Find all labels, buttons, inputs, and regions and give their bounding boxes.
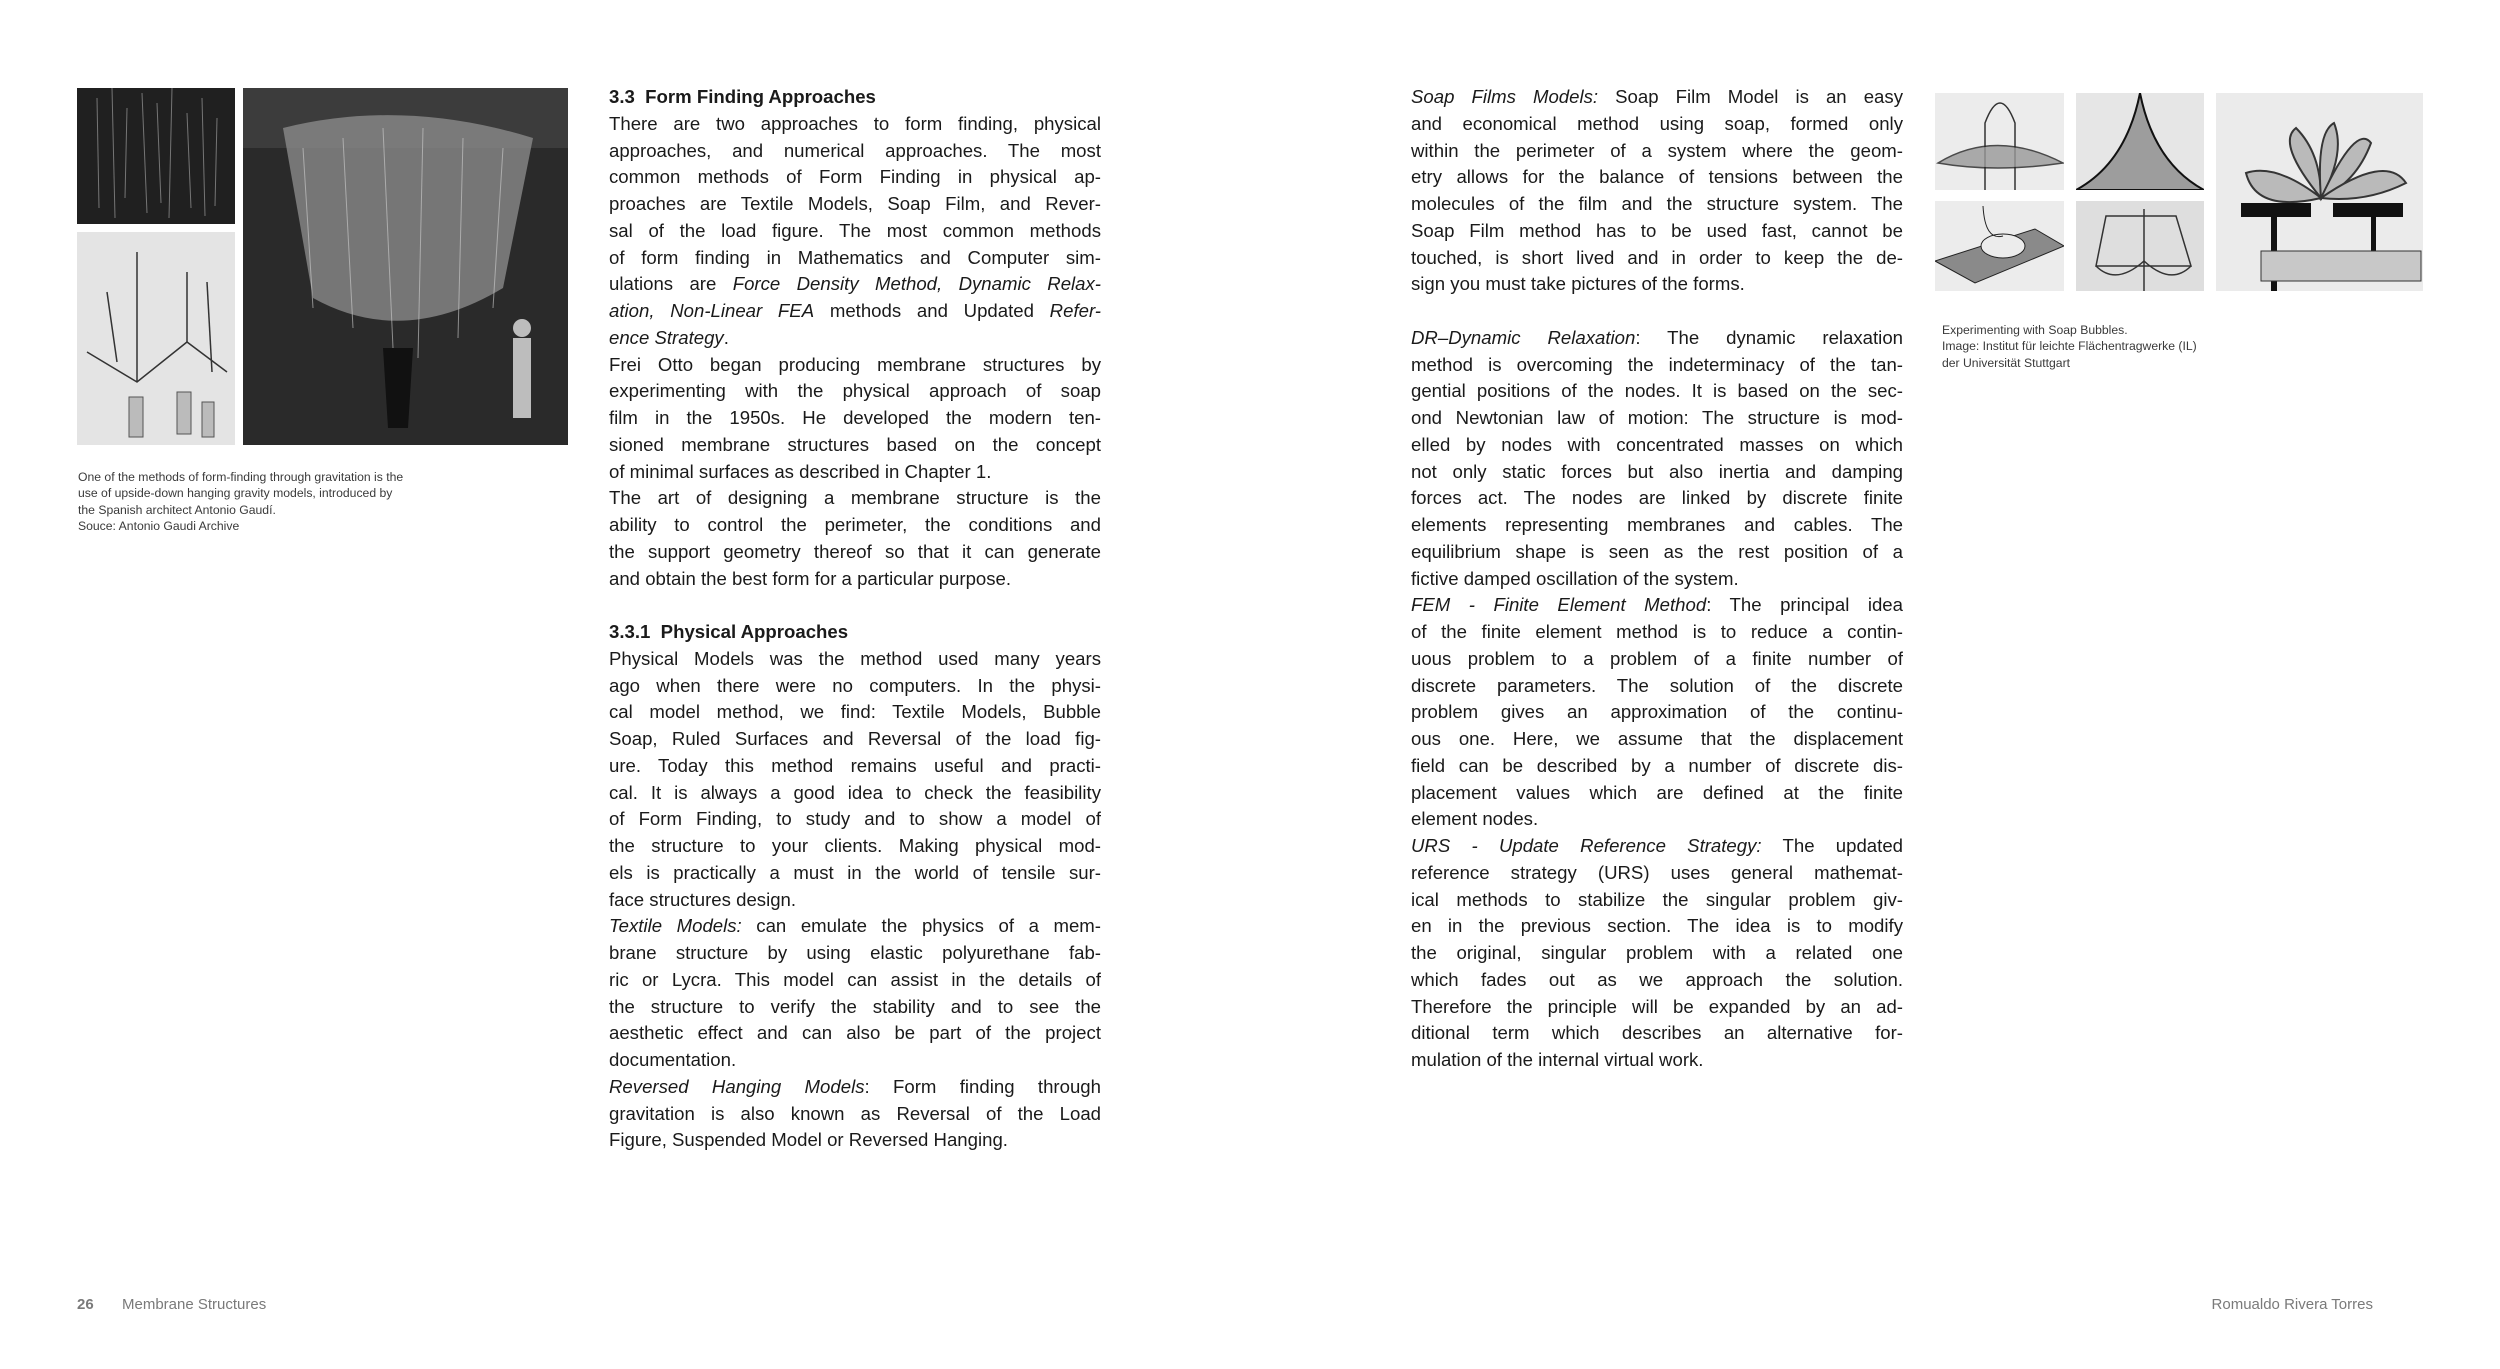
text-run: sign you must take pictures of the forms. bbox=[1411, 273, 1745, 295]
photo-soap-bubble-fan bbox=[2216, 93, 2423, 291]
text-run: the support geometry thereof so that it can generate bbox=[609, 540, 1101, 562]
text-line bbox=[609, 405, 1101, 432]
text-line bbox=[1411, 940, 1903, 967]
text-run: : The dynamic relaxation bbox=[1635, 326, 1903, 348]
text-line bbox=[1411, 352, 1903, 379]
text-line bbox=[1411, 753, 1903, 780]
photo-string-model bbox=[77, 232, 235, 445]
photo-soap-bubble-saddle bbox=[1935, 93, 2064, 190]
text-run: mulation of the internal virtual work. bbox=[1411, 1049, 1704, 1070]
text-run: sioned membrane structures based on the concept bbox=[609, 433, 1101, 455]
italic-term: ence Strategy bbox=[609, 326, 724, 348]
text-run: method is overcoming the indeterminacy of the tan- bbox=[1411, 353, 1903, 375]
paragraph bbox=[1411, 833, 1903, 1074]
text-line bbox=[609, 1101, 1101, 1128]
text-line bbox=[609, 860, 1101, 887]
text-line bbox=[609, 1047, 1101, 1074]
left-figure-caption bbox=[78, 469, 403, 535]
text-line bbox=[609, 432, 1101, 459]
text-line bbox=[609, 138, 1101, 165]
text-run: ric or Lycra. This model can assist in the details of bbox=[609, 968, 1101, 990]
photo-soap-bubble-plate bbox=[1935, 201, 2064, 291]
text-line bbox=[1411, 271, 1903, 298]
text-run: can emulate the physics of a mem- bbox=[741, 915, 1101, 937]
text-run: elled by nodes with concentrated masses on which bbox=[1411, 433, 1903, 455]
text-line bbox=[609, 459, 1101, 486]
text-run: of minimal surfaces as described in Chapter 1. bbox=[609, 460, 992, 482]
paragraph-spacer bbox=[1411, 298, 1903, 325]
text-run: ond Newtonian law of motion: The structure is mod- bbox=[1411, 407, 1903, 428]
section-heading: 3.3.1 Physical Approaches bbox=[609, 621, 849, 642]
text-line bbox=[609, 245, 1101, 272]
text-run: the structure to verify the stability and to see the bbox=[609, 995, 1101, 1017]
text-run: of Form Finding, to study and to show a model of bbox=[609, 808, 1101, 830]
text-run: etry allows for the balance of tensions between the bbox=[1411, 166, 1903, 188]
running-author: Romualdo Rivera Torres bbox=[2211, 1296, 2373, 1313]
text-line bbox=[609, 1020, 1101, 1047]
text-line bbox=[1411, 164, 1903, 191]
text-run: problem gives an approximation of the continu- bbox=[1411, 701, 1903, 723]
text-line bbox=[609, 1074, 1101, 1101]
text-run: Soap Film method has to be used fast, cannot be bbox=[1411, 219, 1903, 241]
text-line bbox=[609, 512, 1101, 539]
text-run: : The principal idea bbox=[1706, 594, 1903, 616]
italic-term: Reversed Hanging Models bbox=[609, 1075, 865, 1097]
text-line bbox=[609, 485, 1101, 512]
text-line bbox=[609, 887, 1101, 914]
text-line bbox=[609, 378, 1101, 405]
text-run: touched, is short lived and in order to keep the de- bbox=[1411, 246, 1903, 268]
text-run: . bbox=[723, 326, 729, 348]
text-run: cal model method, we find: Textile Models, Bubble bbox=[609, 701, 1101, 723]
caption-line: use of upside-down hanging gravity models, introduced by bbox=[78, 486, 393, 501]
text-line bbox=[1411, 1020, 1903, 1047]
text-line bbox=[1411, 325, 1903, 352]
text-run: equilibrium shape is seen as the rest position of a bbox=[1411, 540, 1903, 562]
text-run: uous problem to a problem of a finite number of bbox=[1411, 647, 1903, 669]
text-line bbox=[609, 164, 1101, 191]
caption-line: One of the methods of form-finding through gravitation is the bbox=[78, 470, 404, 484]
text-run: ago when there were no computers. In the physi- bbox=[609, 674, 1101, 696]
text-run: element nodes. bbox=[1411, 808, 1539, 830]
text-run: ure. Today this method remains useful and practi- bbox=[609, 754, 1101, 776]
text-line bbox=[609, 780, 1101, 807]
italic-term: Refer- bbox=[1049, 300, 1101, 321]
text-line bbox=[1411, 218, 1903, 245]
running-title: Membrane Structures bbox=[122, 1296, 267, 1313]
text-run: film in the 1950s. He developed the modern ten- bbox=[609, 407, 1101, 428]
paragraph-spacer bbox=[609, 592, 1101, 619]
text-line bbox=[609, 298, 1101, 325]
italic-term: Soap Films Models: bbox=[1411, 86, 1599, 107]
text-run: and obtain the best form for a particular purpose. bbox=[609, 567, 1012, 589]
text-run: within the perimeter of a system where the geom- bbox=[1411, 139, 1903, 161]
text-line bbox=[1411, 994, 1903, 1021]
paragraph bbox=[609, 913, 1101, 1074]
text-line bbox=[1411, 566, 1903, 593]
italic-term: URS - Update Reference Strategy: bbox=[1411, 835, 1762, 856]
text-run: en in the previous section. The idea is to modify bbox=[1411, 915, 1903, 937]
italic-term: DR–Dynamic Relaxation bbox=[1411, 326, 1636, 348]
text-line bbox=[1411, 967, 1903, 994]
right-figure-caption bbox=[1942, 322, 2197, 371]
text-run: molecules of the film and the structure system. The bbox=[1411, 193, 1903, 214]
page-number: 26 bbox=[77, 1296, 94, 1313]
text-line bbox=[1411, 245, 1903, 272]
text-run: The art of designing a membrane structure is the bbox=[609, 487, 1101, 509]
text-run: els is practically a must in the world of tensile sur- bbox=[609, 861, 1101, 883]
text-run: Physical Models was the method used many years bbox=[609, 647, 1101, 669]
text-line bbox=[609, 673, 1101, 700]
paragraph bbox=[609, 111, 1101, 352]
text-line bbox=[609, 726, 1101, 753]
text-line bbox=[1411, 539, 1903, 566]
paragraph bbox=[609, 485, 1101, 592]
text-run: the original, singular problem with a related one bbox=[1411, 942, 1903, 963]
text-run: gential positions of the nodes. It is based on the sec- bbox=[1411, 380, 1903, 402]
text-line bbox=[1411, 806, 1903, 833]
text-line bbox=[609, 218, 1101, 245]
text-line bbox=[609, 646, 1101, 673]
text-line bbox=[1411, 111, 1903, 138]
text-run: There are two approaches to form finding, physical bbox=[609, 112, 1101, 134]
text-line bbox=[609, 699, 1101, 726]
text-run: ditional term which describes an alternative for- bbox=[1411, 1022, 1903, 1044]
photo-hanging-model-dark bbox=[77, 88, 235, 224]
text-run: not only static forces but also inertia and damping bbox=[1411, 460, 1903, 482]
text-line bbox=[609, 352, 1101, 379]
text-column-right bbox=[1411, 84, 1903, 1074]
text-run: Figure, Suspended Model or Reversed Hanging. bbox=[609, 1129, 1008, 1151]
text-run: and economical method using soap, formed only bbox=[1411, 112, 1903, 134]
text-run: forces act. The nodes are linked by discrete finite bbox=[1411, 487, 1903, 509]
italic-term: FEM - Finite Element Method bbox=[1411, 594, 1707, 616]
text-run: elements representing membranes and cables. The bbox=[1411, 514, 1903, 535]
text-line bbox=[609, 191, 1101, 218]
text-line bbox=[1411, 913, 1903, 940]
text-run: discrete parameters. The solution of the discrete bbox=[1411, 674, 1903, 696]
text-run: gravitation is also known as Reversal of the Load bbox=[609, 1102, 1101, 1124]
text-run: reference strategy (URS) uses general mathemat- bbox=[1411, 861, 1903, 883]
caption-line: der Universität Stuttgart bbox=[1942, 355, 2071, 370]
text-run: ulations are bbox=[609, 273, 733, 295]
text-run: face structures design. bbox=[609, 888, 797, 910]
paragraph bbox=[1411, 592, 1903, 833]
text-run: Therefore the principle will be expanded by an ad- bbox=[1411, 995, 1903, 1017]
text-line bbox=[609, 913, 1101, 940]
text-run: of form finding in Mathematics and Computer sim- bbox=[609, 246, 1101, 268]
text-line bbox=[1411, 887, 1903, 914]
italic-term: Force Density Method, Dynamic Relax- bbox=[732, 273, 1101, 295]
text-line bbox=[609, 967, 1101, 994]
text-line bbox=[1411, 780, 1903, 807]
text-run: ous one. Here, we assume that the displacement bbox=[1411, 728, 1903, 749]
caption-line: Experimenting with Soap Bubbles. bbox=[1942, 323, 2128, 337]
text-run: brane structure by using elastic polyurethane fab- bbox=[609, 942, 1101, 963]
text-line bbox=[1411, 459, 1903, 486]
text-run: placement values which are defined at the finite bbox=[1411, 781, 1903, 803]
text-line bbox=[1411, 646, 1903, 673]
text-line bbox=[609, 271, 1101, 298]
text-line bbox=[1411, 699, 1903, 726]
text-line bbox=[1411, 432, 1903, 459]
text-line bbox=[609, 833, 1101, 860]
text-run: common methods of Form Finding in physical ap- bbox=[609, 166, 1101, 188]
text-line bbox=[1411, 405, 1903, 432]
text-line bbox=[1411, 592, 1903, 619]
italic-term: Textile Models: bbox=[609, 915, 742, 937]
text-run: experimenting with the physical approach of soap bbox=[609, 380, 1101, 402]
italic-term: ation, Non-Linear FEA bbox=[609, 300, 815, 321]
text-run: field can be described by a number of discrete dis- bbox=[1411, 754, 1903, 776]
text-run: which fades out as we approach the solution. bbox=[1411, 968, 1903, 990]
text-run: The updated bbox=[1761, 835, 1903, 856]
text-line bbox=[609, 325, 1101, 352]
text-line bbox=[1411, 726, 1903, 753]
text-line bbox=[609, 806, 1101, 833]
text-line bbox=[609, 994, 1101, 1021]
text-line bbox=[1411, 84, 1903, 111]
text-column-left bbox=[609, 84, 1101, 1154]
text-run: the structure to your clients. Making physical mod- bbox=[609, 835, 1101, 856]
text-run: fictive damped oscillation of the system. bbox=[1411, 567, 1739, 589]
text-run: : Form finding through bbox=[864, 1075, 1101, 1097]
text-run: cal. It is always a good idea to check the feasibility bbox=[609, 781, 1101, 803]
text-line bbox=[1411, 138, 1903, 165]
caption-line: Souce: Antonio Gaudi Archive bbox=[78, 519, 240, 534]
text-run: Soap, Ruled Surfaces and Reversal of the load fig- bbox=[609, 728, 1101, 749]
text-run: ability to control the perimeter, the conditions and bbox=[609, 514, 1101, 535]
text-line bbox=[1411, 1047, 1903, 1074]
text-line bbox=[609, 940, 1101, 967]
paragraph bbox=[609, 1074, 1101, 1154]
paragraph bbox=[1411, 84, 1903, 298]
caption-line: Image: Institut für leichte Flächentragwerke (IL) bbox=[1942, 339, 2197, 354]
text-line bbox=[1411, 191, 1903, 218]
text-line bbox=[1411, 512, 1903, 539]
text-run: methods and Updated bbox=[814, 300, 1050, 321]
photo-soap-bubble-frame bbox=[2076, 201, 2204, 291]
paragraph bbox=[609, 646, 1101, 914]
text-line bbox=[609, 539, 1101, 566]
text-line bbox=[609, 1127, 1101, 1154]
text-run: proaches are Textile Models, Soap Film, and Rever- bbox=[609, 193, 1101, 214]
caption-line: the Spanish architect Antonio Gaudí. bbox=[78, 502, 276, 517]
text-line bbox=[1411, 673, 1903, 700]
text-run: approaches, and numerical approaches. The most bbox=[609, 139, 1101, 161]
text-run: sal of the load figure. The most common methods bbox=[609, 219, 1101, 241]
text-run: Frei Otto began producing membrane structures by bbox=[609, 353, 1101, 375]
text-run: aesthetic effect and can also be part of the project bbox=[609, 1022, 1101, 1044]
text-line bbox=[1411, 485, 1903, 512]
text-line bbox=[1411, 378, 1903, 405]
text-line bbox=[1411, 860, 1903, 887]
text-line bbox=[609, 111, 1101, 138]
text-run: documentation. bbox=[609, 1049, 737, 1070]
text-line bbox=[1411, 619, 1903, 646]
text-line bbox=[609, 753, 1101, 780]
text-line bbox=[1411, 833, 1903, 860]
text-run: Soap Film Model is an easy bbox=[1598, 86, 1903, 107]
photo-soap-bubble-peak bbox=[2076, 93, 2204, 190]
section-heading: 3.3 Form Finding Approaches bbox=[609, 86, 876, 107]
paragraph bbox=[1411, 325, 1903, 593]
photo-gaudi-hanging-model bbox=[243, 88, 568, 445]
paragraph bbox=[609, 352, 1101, 486]
text-run: ical methods to stabilize the singular problem giv- bbox=[1411, 888, 1903, 910]
text-run: of the finite element method is to reduce a contin- bbox=[1411, 621, 1903, 642]
text-line bbox=[609, 566, 1101, 593]
